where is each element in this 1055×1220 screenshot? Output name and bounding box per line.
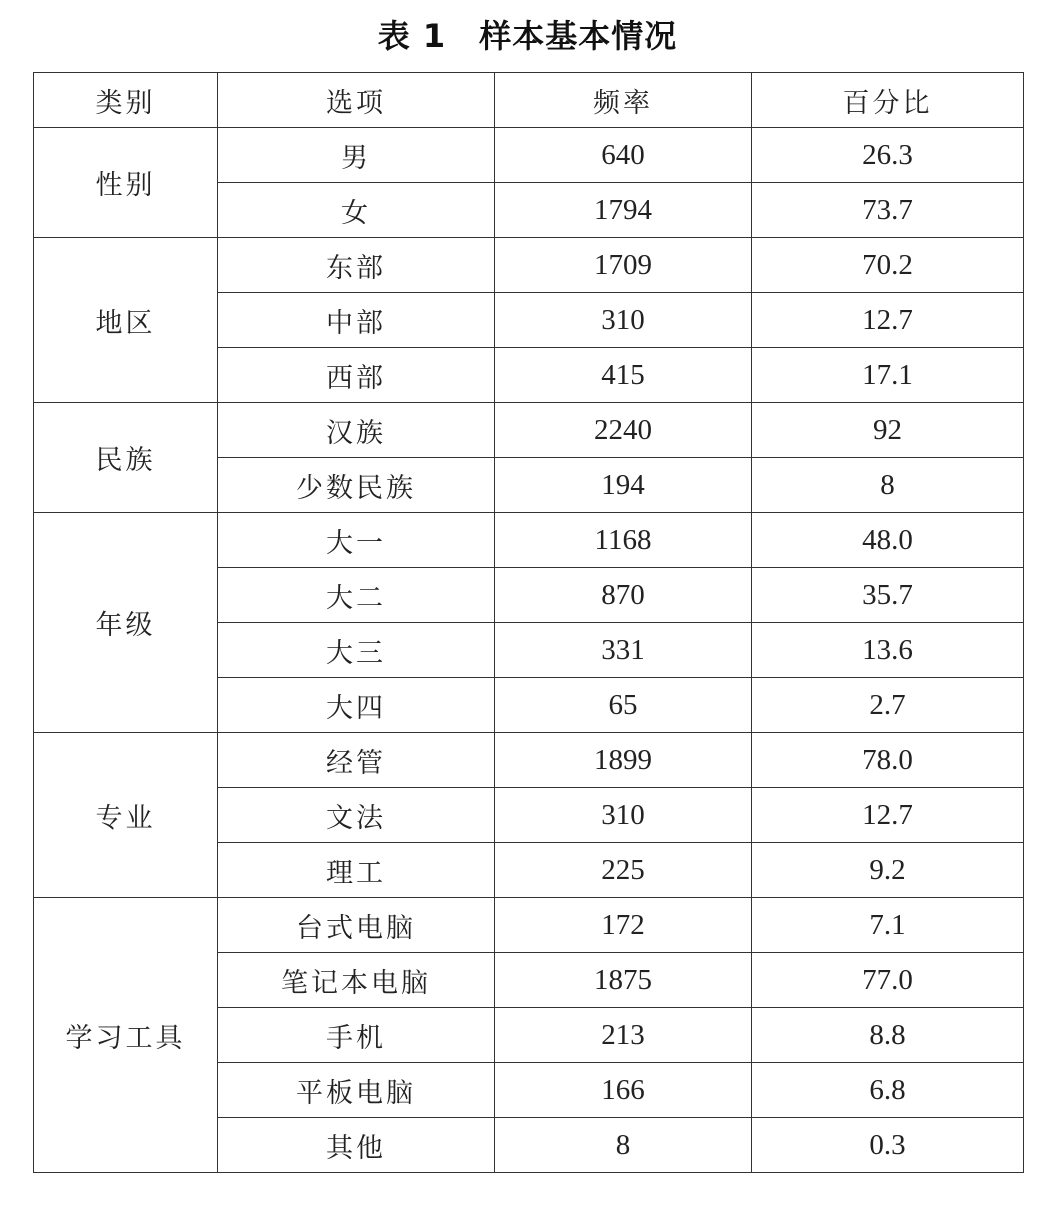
table-body [34, 128, 1024, 1173]
frequency-cell: 2240 [495, 403, 752, 458]
percent-cell: 26.3 [752, 128, 1024, 183]
option-cell: 汉族 [218, 403, 495, 458]
frequency-cell: 310 [495, 788, 752, 843]
percent-cell: 2.7 [752, 678, 1024, 733]
frequency-cell: 172 [495, 898, 752, 953]
option-cell: 女 [218, 183, 495, 238]
frequency-cell: 310 [495, 293, 752, 348]
percent-cell: 70.2 [752, 238, 1024, 293]
percent-cell: 9.2 [752, 843, 1024, 898]
percent-cell: 35.7 [752, 568, 1024, 623]
option-cell: 大一 [218, 513, 495, 568]
header-percent: 百分比 [752, 73, 1024, 128]
percent-cell: 13.6 [752, 623, 1024, 678]
frequency-cell: 65 [495, 678, 752, 733]
frequency-cell: 415 [495, 348, 752, 403]
table-row [34, 733, 1024, 788]
percent-cell: 8.8 [752, 1008, 1024, 1063]
frequency-cell: 1168 [495, 513, 752, 568]
header-frequency: 频率 [495, 73, 752, 128]
sample-table [33, 72, 1024, 1173]
frequency-cell: 194 [495, 458, 752, 513]
frequency-cell: 331 [495, 623, 752, 678]
frequency-cell: 1709 [495, 238, 752, 293]
frequency-cell: 640 [495, 128, 752, 183]
category-cell: 专业 [34, 733, 218, 898]
frequency-cell: 166 [495, 1063, 752, 1118]
category-cell: 性别 [34, 128, 218, 238]
table-row [34, 513, 1024, 568]
option-cell: 手机 [218, 1008, 495, 1063]
option-cell: 大三 [218, 623, 495, 678]
frequency-cell: 213 [495, 1008, 752, 1063]
header-option: 选项 [218, 73, 495, 128]
category-cell: 地区 [34, 238, 218, 403]
category-cell: 民族 [34, 403, 218, 513]
percent-cell: 78.0 [752, 733, 1024, 788]
option-cell: 中部 [218, 293, 495, 348]
percent-cell: 12.7 [752, 788, 1024, 843]
percent-cell: 77.0 [752, 953, 1024, 1008]
percent-cell: 12.7 [752, 293, 1024, 348]
option-cell: 东部 [218, 238, 495, 293]
frequency-cell: 225 [495, 843, 752, 898]
option-cell: 经管 [218, 733, 495, 788]
option-cell: 其他 [218, 1118, 495, 1173]
percent-cell: 92 [752, 403, 1024, 458]
option-cell: 文法 [218, 788, 495, 843]
percent-cell: 8 [752, 458, 1024, 513]
option-cell: 大二 [218, 568, 495, 623]
option-cell: 台式电脑 [218, 898, 495, 953]
option-cell: 西部 [218, 348, 495, 403]
option-cell: 少数民族 [218, 458, 495, 513]
option-cell: 笔记本电脑 [218, 953, 495, 1008]
header-row [34, 73, 1024, 128]
table-row [34, 128, 1024, 183]
option-cell: 平板电脑 [218, 1063, 495, 1118]
table-row [34, 898, 1024, 953]
header-category: 类别 [34, 73, 218, 128]
frequency-cell: 1875 [495, 953, 752, 1008]
percent-cell: 48.0 [752, 513, 1024, 568]
percent-cell: 7.1 [752, 898, 1024, 953]
category-cell: 学习工具 [34, 898, 218, 1173]
frequency-cell: 1899 [495, 733, 752, 788]
option-cell: 理工 [218, 843, 495, 898]
percent-cell: 6.8 [752, 1063, 1024, 1118]
option-cell: 男 [218, 128, 495, 183]
percent-cell: 17.1 [752, 348, 1024, 403]
frequency-cell: 870 [495, 568, 752, 623]
category-cell: 年级 [34, 513, 218, 733]
table-title: 表 1 样本基本情况 [377, 17, 678, 55]
frequency-cell: 8 [495, 1118, 752, 1173]
frequency-cell: 1794 [495, 183, 752, 238]
option-cell: 大四 [218, 678, 495, 733]
percent-cell: 0.3 [752, 1118, 1024, 1173]
table-row [34, 403, 1024, 458]
table-row [34, 238, 1024, 293]
percent-cell: 73.7 [752, 183, 1024, 238]
